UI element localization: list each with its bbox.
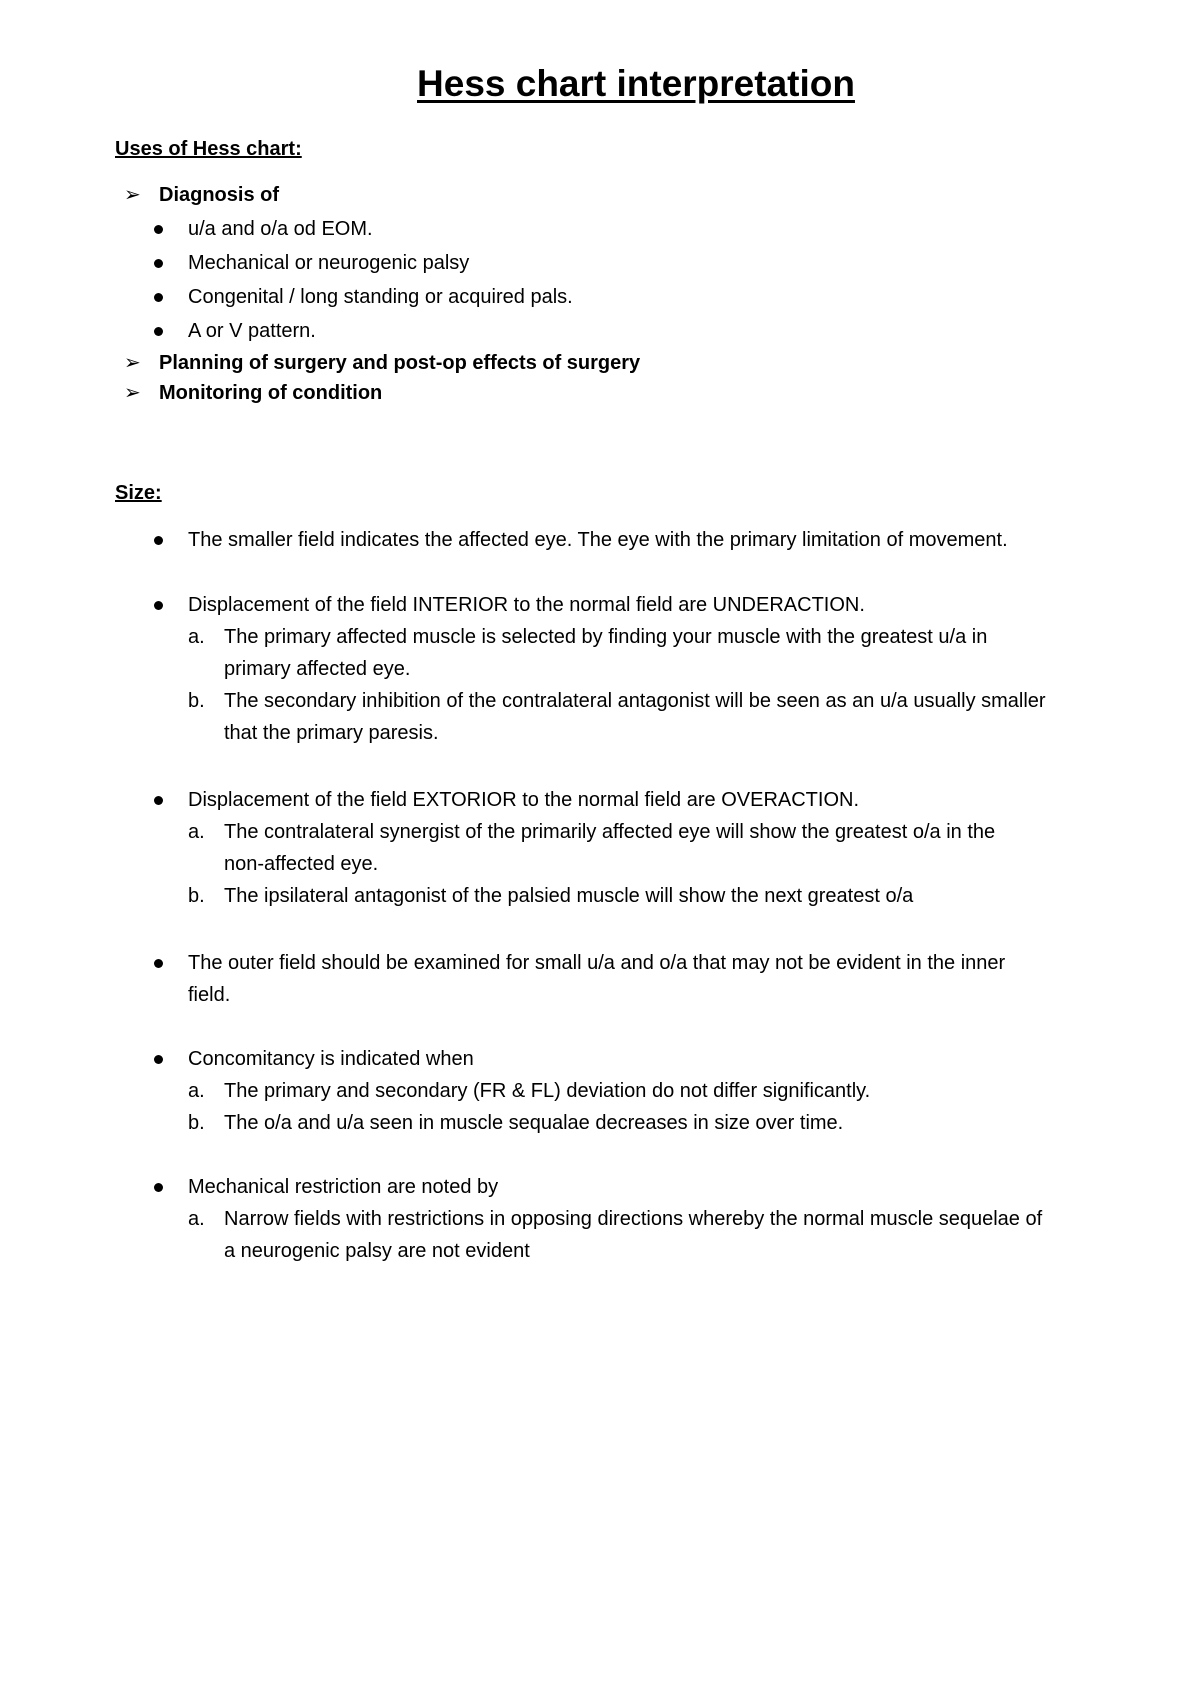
list-letter-a: a. xyxy=(188,1208,205,1230)
size-point-concomitancy: Concomitancy is indicated when xyxy=(188,1048,474,1070)
concomitancy-sub-a: The primary and secondary (FR & FL) deviation do not differ significantly. xyxy=(224,1080,871,1102)
list-letter-a: a. xyxy=(188,626,205,648)
size-point-outer-field-line2: field. xyxy=(188,984,231,1006)
diagnosis-sub-item: Mechanical or neurogenic palsy xyxy=(188,252,470,274)
diagnosis-sub-item: A or V pattern. xyxy=(188,320,316,342)
list-letter-b: b. xyxy=(188,690,205,712)
bullet-icon xyxy=(154,1055,163,1064)
size-point-smaller-field: The smaller field indicates the affected eye. The eye with the primary limitation of movement. xyxy=(188,529,1008,551)
diagnosis-sub-item: Congenital / long standing or acquired pals. xyxy=(188,286,573,308)
list-letter-a: a. xyxy=(188,821,205,843)
list-letter-a: a. xyxy=(188,1080,205,1102)
overaction-sub-b: The ipsilateral antagonist of the palsied muscle will show the next greatest o/a xyxy=(224,885,914,907)
concomitancy-sub-b: The o/a and u/a seen in muscle sequalae decreases in size over time. xyxy=(224,1112,844,1134)
diagnosis-sub-item: u/a and o/a od EOM. xyxy=(188,218,373,240)
bullet-icon xyxy=(154,259,163,268)
size-point-underaction: Displacement of the field INTERIOR to the normal field are UNDERACTION. xyxy=(188,594,865,616)
arrow-bullet-icon: ➢ xyxy=(124,184,141,206)
size-point-mechanical: Mechanical restriction are noted by xyxy=(188,1176,499,1198)
underaction-sub-a-line1: The primary affected muscle is selected by finding your muscle with the greatest u/a in xyxy=(224,626,988,648)
underaction-sub-b-line2: that the primary paresis. xyxy=(224,722,439,744)
bullet-icon xyxy=(154,1183,163,1192)
size-point-overaction: Displacement of the field EXTORIOR to the normal field are OVERACTION. xyxy=(188,789,859,811)
arrow-bullet-icon: ➢ xyxy=(124,352,141,374)
mechanical-sub-a-line1: Narrow fields with restrictions in opposing directions whereby the normal muscle sequelae of xyxy=(224,1208,1043,1230)
arrow-bullet-icon: ➢ xyxy=(124,382,141,404)
overaction-sub-a-line1: The contralateral synergist of the primarily affected eye will show the greatest o/a in the xyxy=(224,821,996,843)
bullet-icon xyxy=(154,293,163,302)
bullet-icon xyxy=(154,536,163,545)
page-title: Hess chart interpretation xyxy=(417,63,855,104)
monitoring-item: Monitoring of condition xyxy=(159,382,383,404)
underaction-sub-a-line2: primary affected eye. xyxy=(224,658,411,680)
planning-item: Planning of surgery and post-op effects of surgery xyxy=(159,352,641,374)
diagnosis-item: Diagnosis of xyxy=(159,184,280,206)
underaction-sub-b-line1: The secondary inhibition of the contralateral antagonist will be seen as an u/a usually smaller xyxy=(224,690,1046,712)
size-point-outer-field-line1: The outer field should be examined for small u/a and o/a that may not be evident in the inner xyxy=(188,952,1006,974)
bullet-icon xyxy=(154,601,163,610)
bullet-icon xyxy=(154,327,163,336)
size-heading: Size: xyxy=(115,482,162,504)
bullet-icon xyxy=(154,225,163,234)
list-letter-b: b. xyxy=(188,885,205,907)
bullet-icon xyxy=(154,796,163,805)
list-letter-b: b. xyxy=(188,1112,205,1134)
uses-heading: Uses of Hess chart: xyxy=(115,138,302,160)
bullet-icon xyxy=(154,959,163,968)
overaction-sub-a-line2: non-affected eye. xyxy=(224,853,379,875)
mechanical-sub-a-line2: a neurogenic palsy are not evident xyxy=(224,1240,530,1262)
